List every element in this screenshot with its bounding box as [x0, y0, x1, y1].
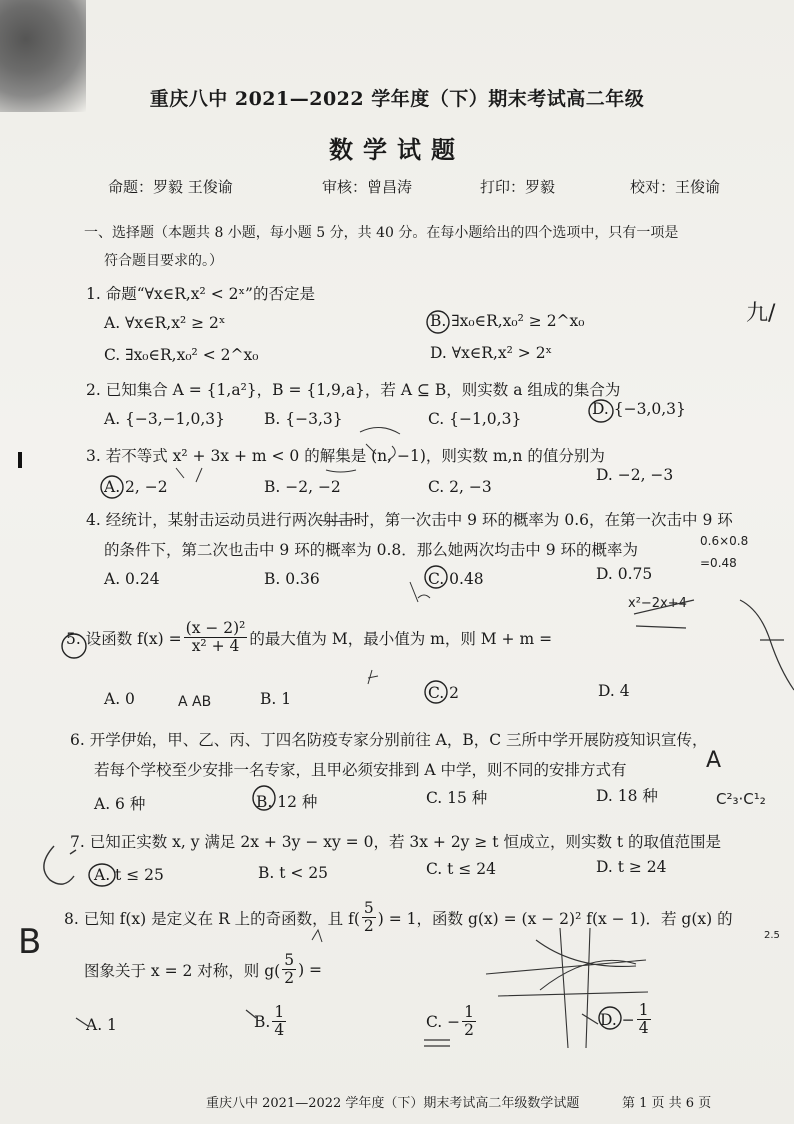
- q7-option-c: C. t ≤ 24: [426, 860, 496, 878]
- q3-scribble: [360, 427, 400, 460]
- q5-graph-sketch: [740, 600, 794, 690]
- q8-option-ticks: [76, 1010, 598, 1026]
- question-4-stem: 4. 经统计，某射击运动员进行两次射击时，第一次击中 9 环的概率为 0.6，在第一次击中 9 环: [86, 511, 733, 529]
- q5-stem-post: 的最大值为 M，最小值为 m，则 M + m =: [249, 629, 553, 648]
- q6-option-c: C. 15 种: [426, 789, 488, 807]
- question-6-stem-cont: 若每个学校至少安排一名专家，且甲必须安排到 A 中学，则不同的安排方式有: [94, 761, 627, 779]
- q8-option-b-label: B.: [254, 1012, 271, 1031]
- q8-option-b-num: 1: [274, 1003, 285, 1021]
- handwritten-q4-result: =0.48: [700, 556, 737, 570]
- q5-work-underline: [634, 600, 694, 628]
- q3-margin-scribble: [176, 468, 356, 482]
- q8-option-c-label: C. −: [426, 1012, 461, 1031]
- q8-option-b-den: 4: [274, 1021, 285, 1040]
- q5-stem-pre: 5. 设函数 f(x) =: [66, 629, 182, 648]
- q6-option-d: D. 18 种: [596, 787, 658, 805]
- q5-number-circle: [62, 634, 86, 658]
- proofreader: 校对：王俊谕: [630, 178, 721, 196]
- q8-stem-line2-post: ) =: [298, 960, 323, 979]
- q5-option-b: B. 1: [260, 690, 292, 708]
- q3-option-b: B. −2, −2: [264, 478, 341, 496]
- q2-answer-circle: [589, 400, 613, 422]
- q8-answer-circle: [599, 1007, 621, 1029]
- q5-option-d: D. 4: [598, 682, 630, 700]
- q8-g-denominator: 2: [284, 969, 295, 988]
- q3-option-d: D. −2, −3: [596, 466, 674, 484]
- question-6-stem: 6. 开学伊始，甲、乙、丙、丁四名防疫专家分别前往 A，B，C 三所中学开展防疫知识宣传，: [70, 731, 708, 749]
- q1-answer-circle: [427, 311, 449, 333]
- q1-option-b: B. ∃x₀∈R,x₀² ≥ 2^x₀: [430, 312, 585, 330]
- q5-numerator: (x − 2)²: [185, 619, 246, 637]
- q5-option-a: A. 0: [104, 690, 135, 708]
- q8-option-d-den: 4: [638, 1019, 649, 1038]
- q2-option-c: C. {−1,0,3}: [428, 410, 522, 428]
- q8-option-a: A. 1: [86, 1016, 117, 1034]
- q7-option-d: D. t ≥ 24: [596, 858, 667, 876]
- q4-answer-circle: [425, 566, 447, 588]
- q7-margin-mark: [44, 846, 76, 884]
- question-7-stem: 7. 已知正实数 x, y 满足 2x + 3y − xy = 0，若 3x + 2y ≥ t 恒成立，则实数 t 的取值范围是: [70, 833, 722, 851]
- section-heading-cont: 符合题目要求的。）: [104, 253, 223, 269]
- question-3-stem: 3. 若不等式 x² + 3x + m < 0 的解集是 (n, −1)，则实数 m,n 的值分别为: [86, 447, 605, 465]
- q3-option-a: A. 2, −2: [104, 478, 168, 496]
- q8-option-c-num: 1: [464, 1003, 475, 1021]
- page-subtitle: 数学试题: [329, 135, 465, 164]
- page-title: 重庆八中 2021—2022 学年度（下）期末考试高二年级: [149, 88, 645, 110]
- q8-c-underline: [424, 1040, 450, 1046]
- reviewer: 审核：曾昌涛: [322, 178, 413, 196]
- question-4-stem-cont: 的条件下，第二次也击中 9 环的概率为 0.8．那么她两次均击中 9 环的概率为: [104, 541, 639, 559]
- q5-option-c: C. 2: [428, 684, 460, 702]
- q7-option-a: A. t ≤ 25: [94, 866, 164, 884]
- q8-stem-line1-post: ) = 1，函数 g(x) = (x − 2)² f(x − 1)．若 g(x) 的: [377, 909, 733, 928]
- q4-option-d: D. 0.75: [596, 565, 653, 583]
- q1-option-d: D. ∀x∈R,x² > 2ˣ: [430, 344, 553, 362]
- q8-g-mark: [312, 930, 322, 942]
- q5-denominator: x² + 4: [191, 637, 240, 656]
- q1-option-a: A. ∀x∈R,x² ≥ 2ˣ: [104, 314, 226, 332]
- q2-option-d: D. {−3,0,3}: [592, 400, 686, 418]
- q3-answer-circle: [101, 476, 123, 498]
- handwritten-q5-note: A AB: [178, 694, 212, 710]
- section-heading: 一、选择题（本题共 8 小题，每小题 5 分，共 40 分。在每小题给出的四个选项中，只有一项是: [84, 225, 679, 241]
- q8-graph-sketch: [486, 928, 648, 1048]
- printer: 打印：罗毅: [480, 178, 556, 196]
- handwritten-q8-side-letter: B: [18, 922, 42, 962]
- handwritten-q8-number: 2.5: [764, 930, 780, 941]
- q8-option-c-den: 2: [464, 1021, 475, 1040]
- q4-scribble: [318, 518, 430, 602]
- q7-answer-circle: [89, 864, 115, 886]
- handwritten-q4-calc: 0.6×0.8: [700, 534, 749, 548]
- q8-option-d-num: 1: [638, 1001, 649, 1019]
- q7-option-b: B. t < 25: [258, 864, 329, 882]
- q4-option-a: A. 0.24: [104, 570, 160, 588]
- handwritten-q6-work: C²₃·C¹₂: [716, 790, 766, 808]
- q4-option-b: B. 0.36: [264, 570, 320, 588]
- handwritten-side-mark: 九/: [746, 301, 776, 326]
- q4-option-c: C. 0.48: [428, 570, 484, 588]
- q6-option-a: A. 6 种: [94, 795, 146, 813]
- q3-option-c: C. 2, −3: [428, 478, 492, 496]
- q5-answer-circle: [425, 681, 447, 703]
- footer-title: 重庆八中 2021—2022 学年度（下）期末考试高二年级数学试题: [206, 1096, 580, 1111]
- question-2-stem: 2. 已知集合 A = {1,a²}，B = {1,9,a}，若 A ⊆ B，则实数 a 组成的集合为: [86, 381, 621, 399]
- q2-option-b: B. {−3,3}: [264, 410, 343, 428]
- q8-stem-line2-pre: 图象关于 x = 2 对称，则 g(: [84, 961, 281, 980]
- q5-x-mark: [368, 670, 378, 684]
- q1-option-c: C. ∃x₀∈R,x₀² < 2^x₀: [104, 346, 259, 364]
- q2-option-a: A. {−3,−1,0,3}: [104, 410, 225, 428]
- author: 命题：罗毅 王俊谕: [108, 178, 233, 196]
- q8-f-numerator: 5: [363, 899, 374, 917]
- q8-f-denominator: 2: [363, 917, 374, 936]
- q8-option-d-label: D. −: [600, 1010, 635, 1029]
- handwritten-q6-letter: A: [706, 748, 722, 773]
- q8-g-numerator: 5: [284, 951, 295, 969]
- q6-option-b: B. 12 种: [256, 793, 318, 811]
- q8-stem-line1-pre: 8. 已知 f(x) 是定义在 R 上的奇函数，且 f(: [64, 909, 360, 928]
- question-1-stem: 1. 命题“∀x∈R,x² < 2ˣ”的否定是: [86, 285, 315, 303]
- footer-page-number: 第 1 页 共 6 页: [622, 1096, 712, 1111]
- q6-answer-circle: [253, 786, 275, 810]
- handwritten-q5-work: x²−2x+4: [628, 596, 687, 611]
